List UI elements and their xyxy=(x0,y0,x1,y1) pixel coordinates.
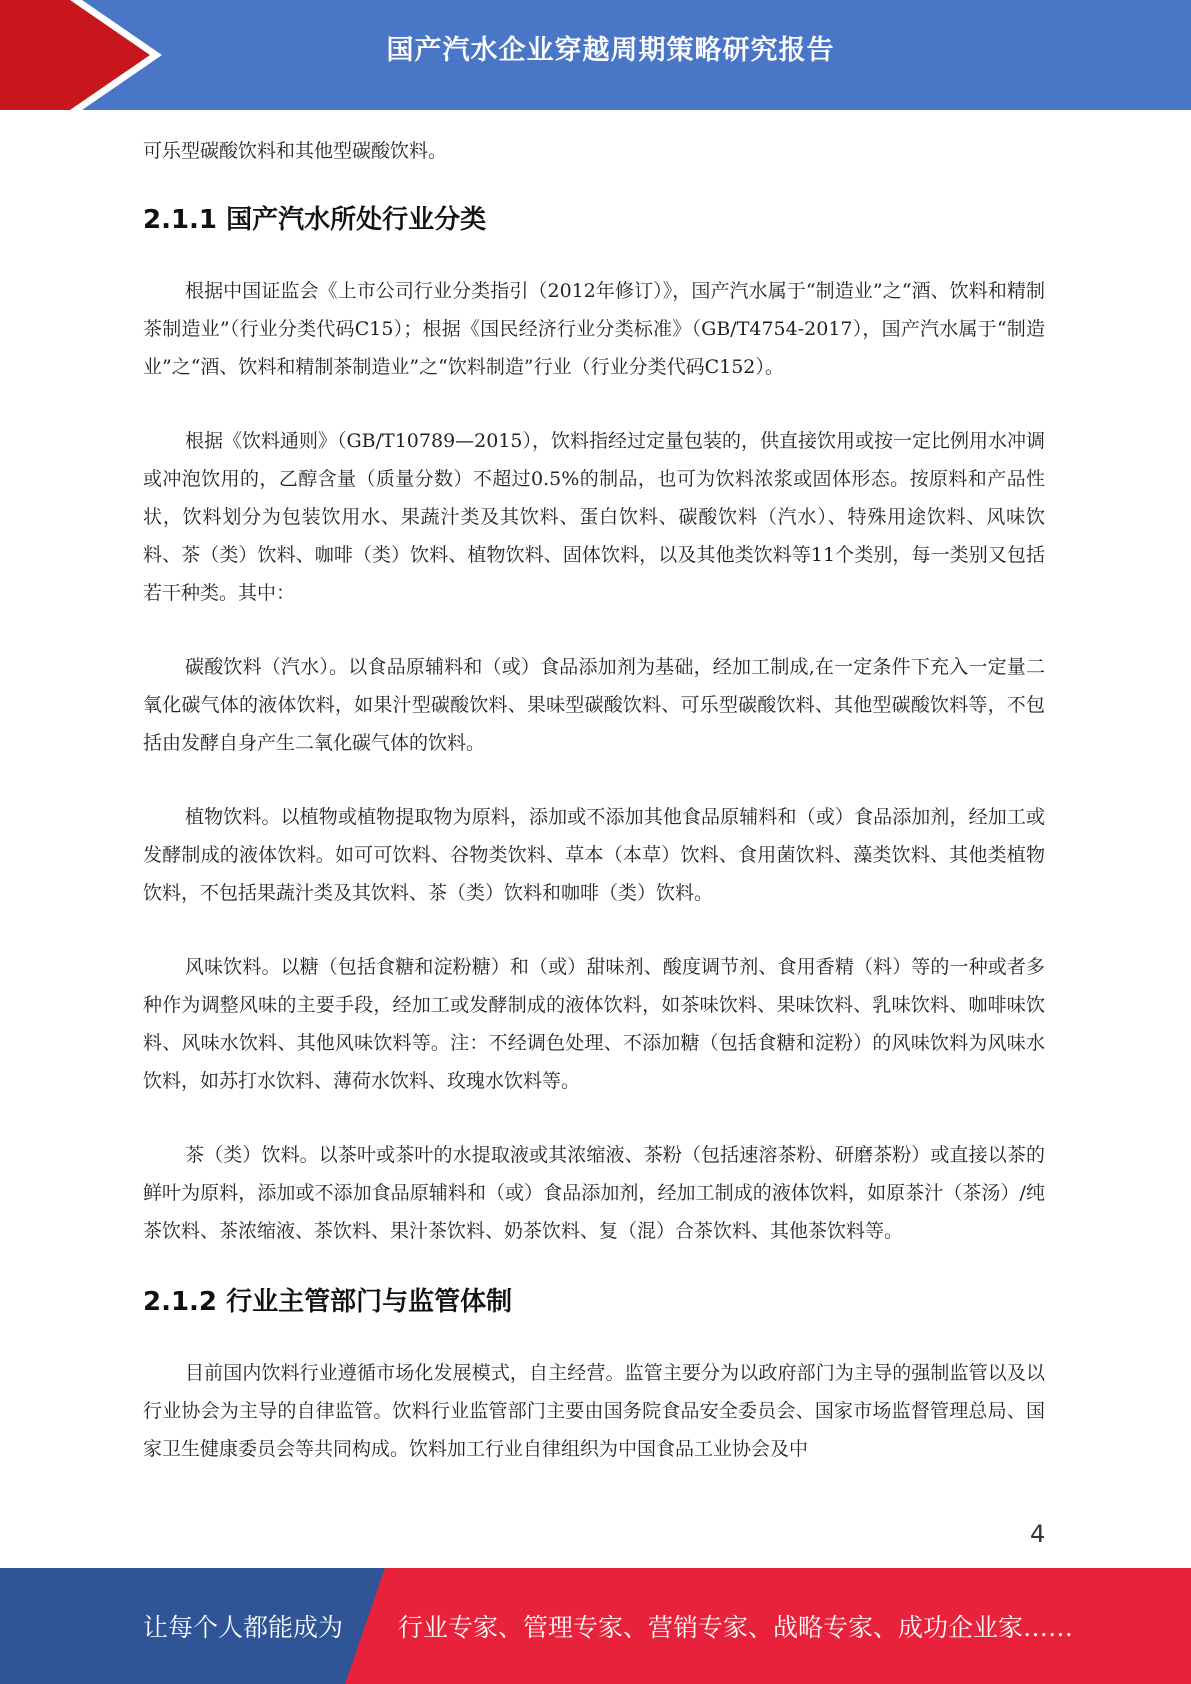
page-footer xyxy=(0,1568,1191,1684)
paragraph-carbonated-drinks: 碳酸饮料（汽水）。以食品原辅料和（或）食品添加剂为基础，经加工制成,在一定条件下充入一定量二氧化碳气体的液体饮料，如果汁型碳酸饮料、果味型碳酸饮料、可乐型碳酸饮料、其他型碳酸饮料等，不包括由发酵自身产生二氧化碳气体的饮料。 xyxy=(143,656,1045,754)
footer-slogan-left: 让每个人都能成为 xyxy=(143,1613,344,1642)
paragraph-plant-drinks: 植物饮料。以植物或植物提取物为原料，添加或不添加其他食品原辅料和（或）食品添加剂，经加工或发酵制成的液体饮料。如可可饮料、谷物类饮料、草本（本草）饮料、食用菌饮料、藻类饮料、其他类植物饮料，不包括果蔬汁类及其饮料、茶（类）饮料和咖啡（类）饮料。 xyxy=(143,806,1045,904)
intro-paragraph: 可乐型碳酸饮料和其他型碳酸饮料。 xyxy=(143,140,448,162)
paragraph-tea-drinks: 茶（类）饮料。以茶叶或茶叶的水提取液或其浓缩液、茶粉（包括速溶茶粉、研磨茶粉）或直接以茶的鲜叶为原料，添加或不添加食品原辅料和（或）食品添加剂，经加工制成的液体饮料，如原茶汁（茶汤）/纯茶饮料、茶浓缩液、茶饮料、果汁茶饮料、奶茶饮料、复（混）合茶饮料、其他茶饮料等。 xyxy=(143,1144,1045,1242)
section-heading-2-1-1: 2.1.1 国产汽水所处行业分类 xyxy=(143,205,487,235)
footer-slogan-right: 行业专家、管理专家、营销专家、战略专家、成功企业家…… xyxy=(398,1613,1074,1642)
section-heading-2-1-2: 2.1.2 行业主管部门与监管体制 xyxy=(143,1287,513,1317)
page-number: 4 xyxy=(1030,1520,1046,1548)
paragraph-industry-classification: 根据中国证监会《上市公司行业分类指引（2012年修订）》，国产汽水属于“制造业”之“酒、饮料和精制茶制造业”（行业分类代码C15）；根据《国民经济行业分类标准》（GB/T4754-2017），国产汽水属于“制造业”之“酒、饮料和精制茶制造业”之“饮料制造”行业（行业分类代码C152）。 xyxy=(143,280,1045,378)
paragraph-beverage-definition: 根据《饮料通则》（GB/T10789—2015），饮料指经过定量包装的，供直接饮用或按一定比例用水冲调或冲泡饮用的，乙醇含量（质量分数）不超过0.5%的制品，也可为饮料浓浆或固体形态。按原料和产品性状，饮料划分为包装饮用水、果蔬汁类及其饮料、蛋白饮料、碳酸饮料（汽水）、特殊用途饮料、风味饮料、茶（类）饮料、咖啡（类）饮料、植物饮料、固体饮料，以及其他类饮料等11个类别，每一类别又包括若干种类。其中： xyxy=(143,430,1046,604)
paragraph-flavored-drinks: 风味饮料。以糖（包括食糖和淀粉糖）和（或）甜味剂、酸度调节剂、食用香精（料）等的一种或者多种作为调整风味的主要手段，经加工或发酵制成的液体饮料，如茶味饮料、果味饮料、乳味饮料、咖啡味饮料、风味水饮料、其他风味饮料等。注：不经调色处理、不添加糖（包括食糖和淀粉）的风味饮料为风味水饮料，如苏打水饮料、薄荷水饮料、玫瑰水饮料等。 xyxy=(143,956,1045,1092)
report-title: 国产汽水企业穿越周期策略研究报告 xyxy=(386,35,835,66)
page-content xyxy=(143,132,1045,1468)
page-header xyxy=(0,0,1191,110)
paragraph-regulation: 目前国内饮料行业遵循市场化发展模式，自主经营。监管主要分为以政府部门为主导的强制监管以及以行业协会为主导的自律监管。饮料行业监管部门主要由国务院食品安全委员会、国家市场监督管理总局、国家卫生健康委员会等共同构成。饮料加工行业自律组织为中国食品工业协会及中 xyxy=(143,1362,1045,1460)
